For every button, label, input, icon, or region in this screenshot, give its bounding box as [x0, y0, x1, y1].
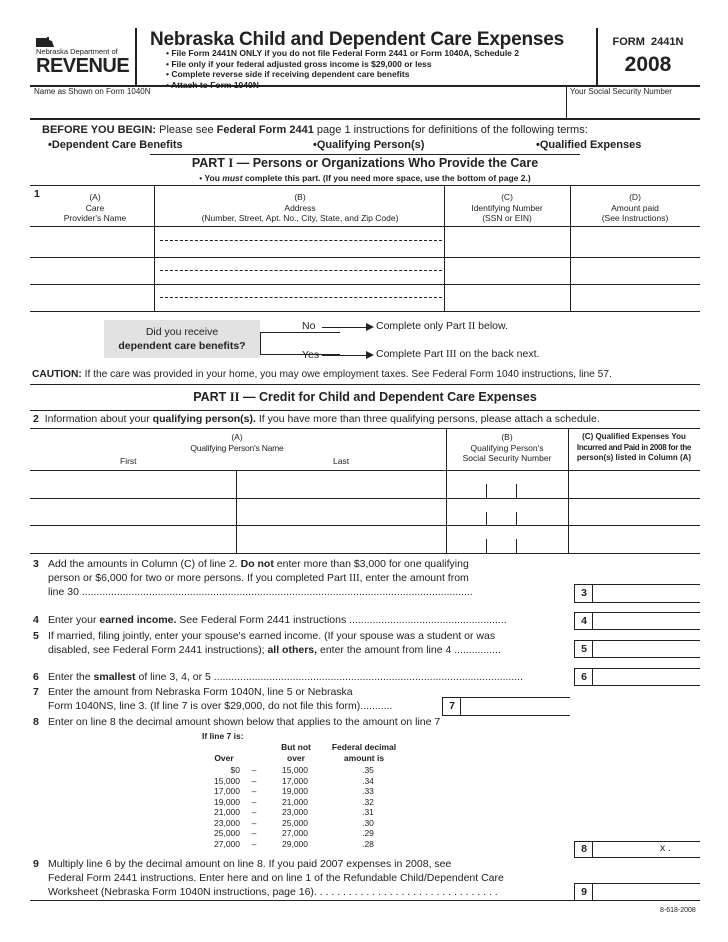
- instruction-bullet: • File Form 2441N ONLY if you do not file Federal Form 2441 or Form 1040A, Schedule 2: [166, 48, 519, 58]
- yes-option[interactable]: Yes: [302, 349, 320, 361]
- form-title: Nebraska Child and Dependent Care Expenses: [150, 29, 564, 50]
- line-8-multiplier: x .: [660, 842, 672, 854]
- line-2-text: 2 Information about your qualifying person(s). If you have more than three qualifying persons, please attach a schedule.: [33, 413, 600, 425]
- table-row: 27,000 – 29,000 .28: [214, 838, 374, 849]
- line-5-box-number: 5: [581, 643, 587, 655]
- col-c-identifying-header: (C) Identifying Number (SSN or EIN): [471, 192, 543, 223]
- line-8-number: 8: [33, 716, 39, 728]
- col-first-header: First: [120, 456, 137, 466]
- line-3-amount-field[interactable]: [594, 585, 699, 601]
- agency-logo: [34, 34, 130, 77]
- ssn-label: Your Social Security Number: [570, 87, 672, 96]
- agency-name: REVENUE: [36, 55, 130, 77]
- table-row: 25,000 – 27,000 .29: [214, 828, 374, 838]
- term-qualifying-persons: •Qualifying Person(s): [313, 139, 425, 151]
- col-last-header: Last: [333, 456, 350, 466]
- taxpayer-name-field[interactable]: [31, 97, 565, 117]
- benefits-question-box: [104, 320, 260, 358]
- form-number: FORM 2441N: [612, 36, 684, 48]
- line-5-number: 5: [33, 630, 39, 642]
- qualifying-person-row-3[interactable]: [31, 526, 699, 552]
- provider-row-1[interactable]: [31, 228, 699, 256]
- table-row: $0 – 15,000 .35: [230, 765, 374, 775]
- before-you-begin: BEFORE YOU BEGIN: Please see Federal Form 2441 page 1 instructions for definitions of the following terms:: [42, 124, 588, 136]
- line-3-text: Add the amounts in Column (C) of line 2. Do not enter more than $3,000 for one qualifying person or $6,000 for two or more persons. If you completed Part III, enter the amount from line 30 ......................................................................................................................................: [48, 558, 473, 598]
- table-row: 19,000 – 21,000 .32: [214, 796, 374, 807]
- line-9-text: Multiply line 6 by the decimal amount on line 8. If you paid 2007 expenses in 2008, see Federal Form 2441 instructions. Enter here and on line 1 of the Refundable Child/Dependent Care Worksheet (Nebraska Form 1040N instructions, page 16). . . . . . . . . . . . . . . . . . . . . . . . . . . . . . . .: [48, 858, 504, 898]
- line-4-box-number: 4: [581, 615, 587, 627]
- line-9-box-number: 9: [581, 886, 587, 898]
- caution-note: CAUTION: If the care was provided in your home, you may owe employment taxes. See Federal Form 1040 instructions, line 57.: [32, 369, 612, 380]
- line-8-decimal-field[interactable]: [594, 842, 699, 856]
- line-3-box-number: 3: [581, 587, 587, 599]
- agency-line: Nebraska Department of: [36, 47, 118, 56]
- benefits-question-line1: Did you receive: [145, 326, 219, 338]
- line-6-text: Enter the smallest of line 3, 4, or 5 ..........................................................................................................: [48, 671, 524, 683]
- line-7-text: Enter the amount from Nebraska Form 1040N, line 5 or Nebraska Form 1040NS, line 3. (If line 7 is over $29,000, do not file this form)...........: [48, 686, 393, 712]
- col-a-qualifying-name-header: (A) Qualifying Person's Name: [190, 432, 284, 453]
- ssn-field[interactable]: [568, 97, 698, 117]
- line-4-number: 4: [33, 614, 39, 626]
- no-option[interactable]: No: [302, 320, 316, 332]
- col-d-amount-header: (D) Amount paid (See Instructions): [601, 192, 669, 223]
- provider-row-2[interactable]: [31, 258, 699, 283]
- line-7-number: 7: [33, 686, 39, 698]
- line-3-number: 3: [33, 558, 39, 570]
- instruction-bullet: • Complete reverse side if receiving dependent care benefits: [166, 69, 410, 79]
- decimal-table-rows: [196, 765, 410, 849]
- tax-year: 2008: [624, 53, 672, 76]
- line-5-amount-field[interactable]: [594, 641, 699, 656]
- col-b-ssn-header: (B) Qualifying Person's Social Security Number: [462, 432, 552, 463]
- line-8-text: Enter on line 8 the decimal amount shown below that applies to the amount on line 7: [48, 716, 441, 728]
- part2-title: PART II — Credit for Child and Dependent Care Expenses: [193, 390, 537, 404]
- line-4-text: Enter your earned income. See Federal Form 2441 instructions ......................................................: [48, 614, 507, 626]
- line-7-amount-field[interactable]: [462, 698, 569, 714]
- decimal-col-notover-header: But not over: [281, 742, 311, 763]
- line-4-amount-field[interactable]: [594, 613, 699, 628]
- decimal-col-over-header: Over: [214, 753, 234, 763]
- part1-subtitle: • You must complete this part. (If you need more space, use the bottom of page 2.): [199, 173, 531, 183]
- line-9-amount-field[interactable]: [594, 884, 699, 899]
- line-5-text: If married, filing jointly, enter your spouse's earned income. (If your spouse was a student or was disabled, see Federal Form 2441 instructions); all others, enter the amount from line 4 ................: [48, 630, 501, 656]
- taxpayer-name-label: Name as Shown on Form 1040N: [34, 87, 151, 96]
- line-7-box-number: 7: [449, 700, 455, 712]
- col-a-provider-header: (A) Care Provider's Name: [63, 192, 127, 223]
- instruction-bullet: • Attach to Form 1040N: [166, 79, 259, 90]
- no-instruction: Complete only Part II below.: [376, 320, 508, 332]
- col-c-expenses-header: (C) Qualified Expenses You Incurred and Paid in 2008 for the person(s) listed in Column (A): [576, 432, 692, 462]
- instruction-bullet: • File only if your federal adjusted gross income is $29,000 or less: [166, 58, 432, 69]
- line-1-number: 1: [34, 188, 40, 200]
- instruction-list: [166, 48, 519, 90]
- qualifying-person-row-1[interactable]: [31, 471, 699, 497]
- qualifying-person-row-2[interactable]: [31, 499, 699, 524]
- footer-form-code: 8-618-2008: [660, 907, 696, 914]
- table-row: 15,000 – 17,000 .34: [214, 775, 374, 786]
- table-row: 23,000 – 25,000 .30: [214, 817, 374, 828]
- provider-row-3[interactable]: [31, 285, 699, 310]
- term-dependent-care-benefits: •Dependent Care Benefits: [48, 139, 183, 151]
- decimal-col-amount-header: Federal decimal amount is: [331, 742, 397, 763]
- table-row: 21,000 – 23,000 .31: [214, 807, 374, 817]
- term-qualified-expenses: •Qualified Expenses: [536, 139, 642, 151]
- decimal-table-heading: If line 7 is:: [202, 731, 244, 741]
- line-6-number: 6: [33, 671, 39, 683]
- benefits-question-line2: dependent care benefits?: [118, 340, 246, 352]
- part1-title: PART I — Persons or Organizations Who Provide the Care: [191, 156, 539, 170]
- line-9-number: 9: [33, 858, 39, 870]
- line-6-box-number: 6: [581, 671, 587, 683]
- table-row: 17,000 – 19,000 .33: [214, 786, 374, 796]
- line-8-box-number: 8: [581, 843, 587, 855]
- col-b-address-header: (B) Address (Number, Street, Apt. No., City, State, and Zip Code): [201, 192, 399, 223]
- line-6-amount-field[interactable]: [594, 669, 699, 684]
- yes-instruction: Complete Part III on the back next.: [376, 348, 540, 360]
